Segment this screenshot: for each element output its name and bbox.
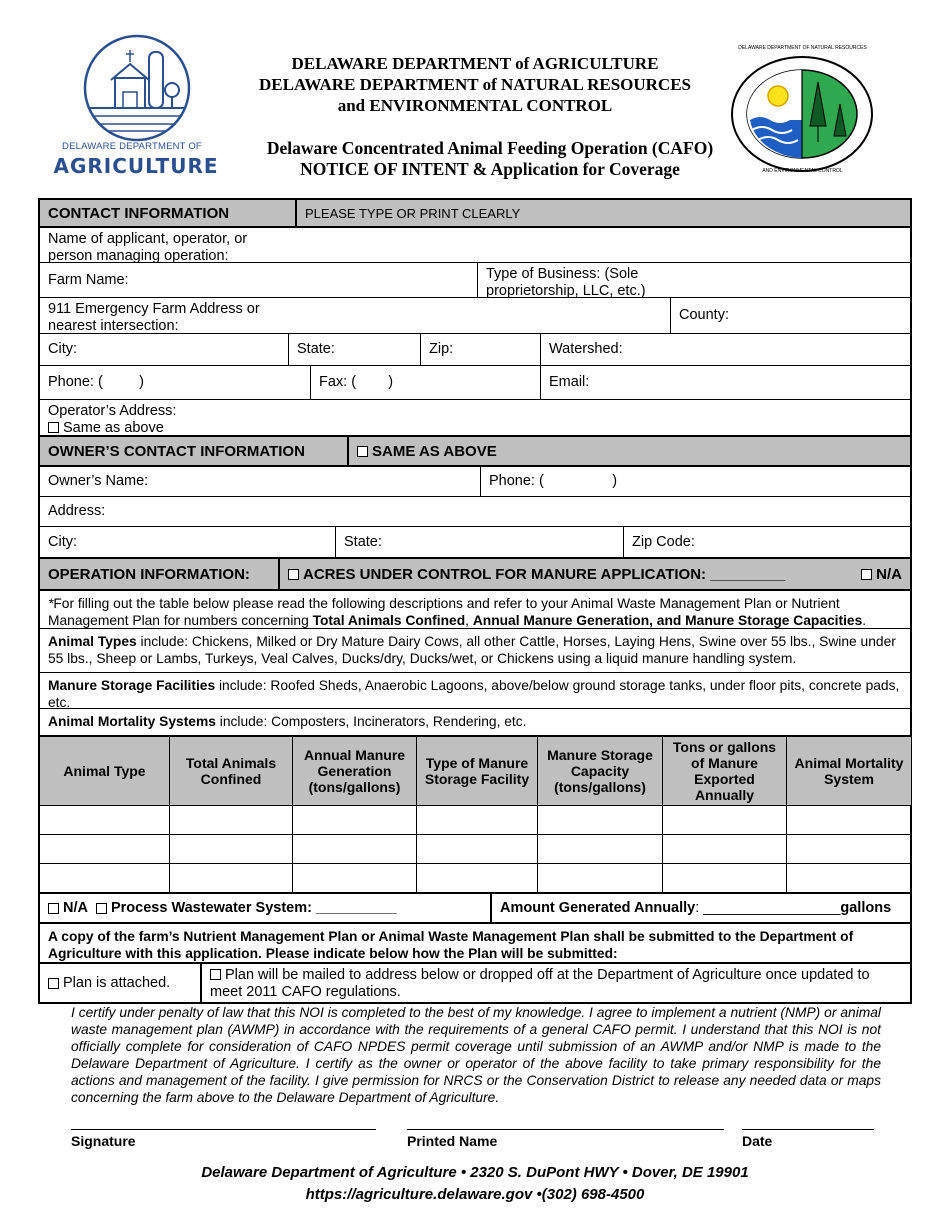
- table-cell[interactable]: [170, 806, 293, 835]
- mortality-text: include: Composters, Incinerators, Rendering, etc.: [215, 714, 527, 729]
- dnrec-seal-icon: [730, 54, 875, 174]
- phone-label: Phone: ( ): [48, 374, 144, 390]
- note-asterisk: *: [48, 596, 54, 611]
- zip-field[interactable]: [420, 334, 540, 365]
- agency-line-1: DELAWARE DEPARTMENT of AGRICULTURE: [291, 54, 659, 73]
- animal-types-lead: Animal Types: [48, 634, 137, 649]
- table-cell[interactable]: [663, 864, 787, 893]
- owner-zip-field[interactable]: [623, 527, 910, 557]
- email-label: Email:: [549, 374, 590, 390]
- wastewater-label: Process Wastewater System: __________: [110, 899, 397, 916]
- table-cell[interactable]: [538, 806, 663, 835]
- agriculture-logo: [52, 30, 222, 180]
- title-line-2: NOTICE OF INTENT & Application for Coverage: [300, 159, 680, 179]
- agency-line-3: and ENVIRONMENTAL CONTROL: [337, 96, 613, 115]
- owner-phone-field[interactable]: [480, 467, 910, 496]
- seal-bottom-text: AND ENVIRONMENTAL CONTROL: [762, 168, 843, 174]
- table-row: [40, 835, 912, 864]
- header-manure-exported: Tons or gallons of Manure Exported Annually: [663, 737, 787, 806]
- owner-same-checkbox[interactable]: [357, 446, 368, 457]
- table-cell[interactable]: [417, 835, 538, 864]
- operator-address-label: Operator’s Address:: [48, 403, 177, 419]
- table-cell[interactable]: [293, 806, 417, 835]
- table-cell[interactable]: [293, 835, 417, 864]
- signature-label: Signature: [71, 1133, 136, 1149]
- title-line-1: Delaware Concentrated Animal Feeding Operation (CAFO): [266, 138, 714, 158]
- table-cell[interactable]: [538, 835, 663, 864]
- contact-title: CONTACT INFORMATION: [48, 205, 230, 222]
- owner-address-label: Address:: [48, 503, 106, 519]
- owner-same-label: SAME AS ABOVE: [372, 442, 497, 460]
- table-cell[interactable]: [293, 864, 417, 893]
- fax-label: Fax: ( ): [319, 374, 394, 390]
- header-animal-type: Animal Type: [40, 737, 170, 806]
- table-cell[interactable]: [787, 864, 912, 893]
- county-field[interactable]: [670, 298, 910, 333]
- storage-lead: Manure Storage Facilities: [48, 678, 216, 693]
- amount-blank: : _________________: [695, 899, 841, 916]
- owner-zip-label: Zip Code:: [632, 533, 695, 550]
- state-field[interactable]: [288, 334, 420, 365]
- owner-section-header: [40, 437, 347, 465]
- county-label: County:: [679, 307, 729, 323]
- barn-emblem-icon: [52, 30, 222, 145]
- applicant-row[interactable]: [40, 228, 910, 263]
- animal-types-text: include: Chickens, Milked or Dry Mature Dairy Cows, all other Cattle, Horses, Laying Hens, Swine over 55 lbs., Swine under 55 lbs., Sheep or Lambs, Turkeys, Veal Calves, Ducks/dry, Ducks/wet, or Chickens using a liquid manure handling system.: [48, 634, 896, 666]
- acres-na-checkbox[interactable]: [861, 569, 872, 580]
- owner-address-field[interactable]: [40, 497, 910, 526]
- operation-section-header: [40, 559, 278, 589]
- table-cell[interactable]: [170, 835, 293, 864]
- note-text-e: .: [862, 613, 867, 628]
- header-total-animals: Total Animals Confined: [170, 737, 293, 806]
- wastewater-field[interactable]: [40, 894, 490, 922]
- note-text-c: ,: [465, 613, 473, 628]
- table-row: [40, 864, 912, 893]
- business-type-label: Type of Business: (Sole proprietorship, LLC, etc.): [486, 266, 646, 299]
- farm-name-label: Farm Name:: [48, 271, 129, 288]
- owner-phone-label: Phone: ( ): [489, 473, 618, 489]
- printed-name-label: Printed Name: [407, 1133, 498, 1149]
- business-type-field[interactable]: [477, 263, 727, 297]
- table-row: [40, 806, 912, 835]
- acres-checkbox[interactable]: [288, 569, 299, 580]
- cafo-form: [38, 198, 912, 1004]
- storage-description: [40, 673, 910, 709]
- note-text-d: Annual Manure Generation, and Manure Storage Capacities: [472, 613, 863, 628]
- table-instructions: [40, 591, 910, 629]
- farm-address-label: 911 Emergency Farm Address or nearest intersection:: [48, 301, 260, 334]
- contact-section-header: [40, 200, 295, 226]
- plan-attached-label: Plan is attached.: [63, 974, 171, 991]
- header-mortality-system: Animal Mortality System: [787, 737, 912, 806]
- watershed-field[interactable]: [540, 334, 910, 365]
- owner-name-label: Owner’s Name:: [48, 473, 149, 489]
- owner-state-field[interactable]: [335, 527, 623, 557]
- city-label: City:: [48, 341, 77, 357]
- date-line[interactable]: [742, 1129, 874, 1130]
- wastewater-na-checkbox[interactable]: [48, 903, 59, 914]
- mortality-description: [40, 709, 910, 737]
- logo-big-text: AGRICULTURE: [53, 154, 219, 178]
- same-as-above-checkbox[interactable]: [48, 422, 59, 433]
- city-field[interactable]: [40, 334, 288, 365]
- acres-na-label: N/A: [876, 565, 902, 583]
- email-field[interactable]: [540, 366, 910, 399]
- header-annual-manure: Annual Manure Generation (tons/gallons): [293, 737, 417, 806]
- table-cell[interactable]: [787, 806, 912, 835]
- owner-title: OWNER’S CONTACT INFORMATION: [48, 442, 305, 460]
- wastewater-checkbox[interactable]: [96, 903, 107, 914]
- operation-title: OPERATION INFORMATION:: [48, 565, 250, 583]
- plan-mailed-checkbox[interactable]: [210, 969, 221, 980]
- acres-field[interactable]: [278, 559, 910, 589]
- plan-mailed-option[interactable]: [200, 964, 910, 1002]
- state-label: State:: [297, 341, 335, 357]
- animal-types-description: [40, 629, 910, 673]
- owner-name-field[interactable]: [40, 467, 480, 496]
- amount-unit: gallons: [840, 899, 892, 916]
- note-text-a: For filling out the table below please read the following descriptions and refer to your Animal Waste Management Plan or Nutrient Management Plan for numbers concerning: [48, 596, 840, 628]
- certification-statement: I certify under penalty of law that this NOI is completed to the best of my knowledge. I agree to implement a nutrient (NMP) or animal waste management plan (AWMP) in accordance with the requirements of a general CAFO permit. I understand that this NOI is not officially complete for consideration of CAFO NPDES permit coverage until submission of an AWMP and/or NMP is made to the Delaware Department of Agriculture. I certify as the owner or operator of the above facility to take primary responsibility for the actions and management of the facility. I give permission for NRCS or the Conservation District to release any needed data or maps concerning the farm above to the Delaware Department of Agriculture.: [71, 1005, 881, 1105]
- owner-city-label: City:: [48, 533, 77, 550]
- plan-attached-checkbox[interactable]: [48, 978, 59, 989]
- phone-field[interactable]: [40, 366, 310, 399]
- mortality-lead: Animal Mortality Systems: [48, 714, 216, 729]
- applicant-label: Name of applicant, operator, or person managing operation:: [48, 231, 248, 264]
- table-cell[interactable]: [417, 864, 538, 893]
- fax-field[interactable]: [310, 366, 540, 399]
- header-storage-capacity: Manure Storage Capacity (tons/gallons): [538, 737, 663, 806]
- farm-name-field[interactable]: [40, 263, 477, 297]
- watershed-label: Watershed:: [549, 341, 623, 357]
- table-cell[interactable]: [40, 864, 170, 893]
- signature-line[interactable]: [71, 1129, 376, 1130]
- amount-label: Amount Generated Annually: [500, 899, 696, 916]
- operator-address-field[interactable]: [40, 400, 910, 437]
- amount-generated-field[interactable]: [490, 894, 910, 922]
- table-cell[interactable]: [538, 864, 663, 893]
- form-title: [225, 138, 755, 180]
- table-cell[interactable]: [787, 835, 912, 864]
- plan-mailed-label: Plan will be mailed to address below or dropped off at the Department of Agriculture once updated to meet 2011 CAFO regulations.: [210, 967, 870, 1000]
- printed-name-line[interactable]: [407, 1129, 724, 1130]
- footer-contact: https://agriculture.delaware.gov •(302) 698-4500: [305, 1186, 645, 1203]
- owner-city-field[interactable]: [40, 527, 335, 557]
- zip-label: Zip:: [429, 341, 454, 357]
- animal-table: [39, 736, 912, 893]
- table-cell[interactable]: [663, 835, 787, 864]
- logo-small-text: DELAWARE DEPARTMENT OF: [62, 141, 202, 152]
- footer-address: Delaware Department of Agriculture • 2320 S. DuPont HWY • Dover, DE 19901: [201, 1164, 749, 1181]
- header-storage-type: Type of Manure Storage Facility: [417, 737, 538, 806]
- plan-attached-option[interactable]: [40, 964, 200, 1002]
- table-cell[interactable]: [417, 806, 538, 835]
- farm-address-field[interactable]: [40, 298, 670, 333]
- note-text-b: Total Animals Confined: [312, 613, 466, 628]
- plan-submission-note: A copy of the farm’s Nutrient Management Plan or Animal Waste Management Plan shall be submitted to the Department of Agriculture with this application. Please indicate below how the Plan will be submitted:: [40, 924, 910, 964]
- print-clearly-note: PLEASE TYPE OR PRINT CLEARLY: [295, 200, 910, 226]
- storage-text: include: Roofed Sheds, Anaerobic Lagoons, above/below ground storage tanks, under floor pits, concrete pads, etc.: [48, 678, 900, 710]
- table-cell[interactable]: [40, 835, 170, 864]
- agency-line-2: DELAWARE DEPARTMENT of NATURAL RESOURCES: [258, 75, 692, 94]
- seal-top-text: DELAWARE DEPARTMENT OF NATURAL RESOURCES: [738, 45, 867, 51]
- table-cell[interactable]: [663, 806, 787, 835]
- owner-same-as-above[interactable]: [347, 437, 910, 465]
- table-cell[interactable]: [40, 806, 170, 835]
- same-as-above-label: Same as above: [63, 420, 164, 436]
- acres-label: ACRES UNDER CONTROL FOR MANURE APPLICATION: _________: [303, 565, 786, 583]
- wastewater-na-label: N/A: [63, 899, 88, 916]
- agency-header: [225, 53, 725, 116]
- table-cell[interactable]: [170, 864, 293, 893]
- date-label: Date: [742, 1133, 773, 1149]
- owner-state-label: State:: [344, 533, 382, 550]
- dnrec-seal: [730, 45, 875, 174]
